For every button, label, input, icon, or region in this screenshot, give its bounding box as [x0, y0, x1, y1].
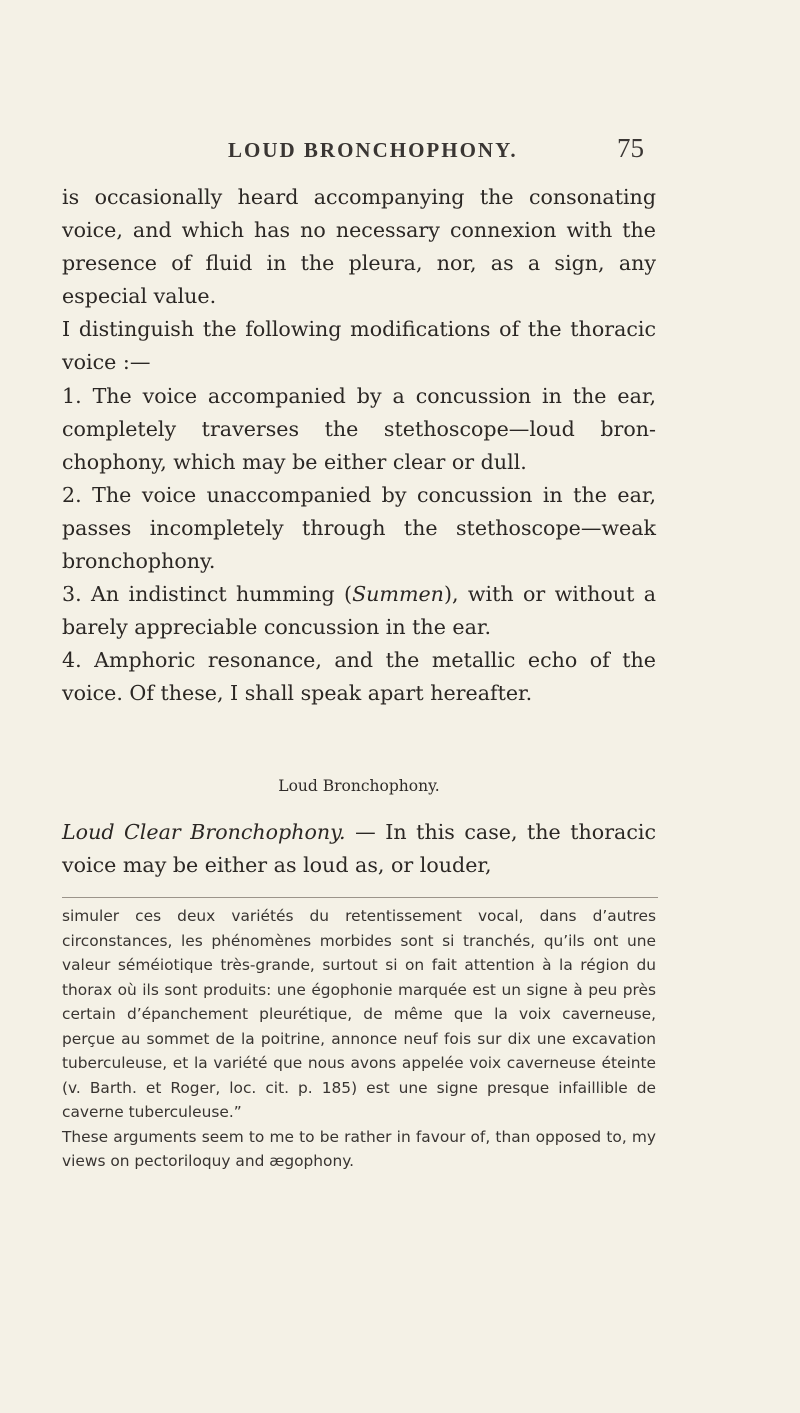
page-number: 75 [617, 133, 644, 163]
list-item-1: 1. The voice accompanied by a concussion in the ear, completely traverses the stethoscope—loud bronchophony, which may be either clear or dull. [62, 383, 656, 474]
section-paragraph-italic: Loud Clear Bronchophony. [62, 820, 346, 844]
list-item-3-italic: Summen [352, 582, 444, 607]
list-item-4: 4. Amphoric resonance, and the metallic echo of the voice. Of these, I shall speak apart hereafter. [62, 648, 656, 706]
paragraph-modifications-intro: I distinguish the following modifications of the thoracic voice :— [62, 317, 656, 375]
running-title: LOUD BRONCHOPHONY. [228, 138, 518, 162]
list-item-2: 2. The voice unaccompanied by concussion in the ear, passes incompletely through the stethoscope—weak bronchophony. [62, 482, 656, 574]
section-heading: Loud Bronchophony. [278, 777, 440, 795]
footnote-paragraph-2: These arguments seem to me to be rather in favour of, than opposed to, my views on pectoriloquy and ægophony. [62, 1127, 656, 1170]
list-item-3-start: 3. An indistinct humming ( [62, 582, 353, 607]
main-text [62, 181, 656, 711]
footnote-paragraph-1: simuler ces deux variétés du retentissement vocal, dans d’autres circonstances, les phénomènes morbides sont si tranchés, qu’ils ont une valeur séméiotique très-grande, surtout si on fait attention à la région du thorax où ils sont produits: une égophonie marquée est un signe à peu près certain d’épanchement pleurétique, de même que la voix caverneuse, perçue au sommet de la poitrine, annonce neuf fois sur dix une excavation tuberculeuse, et la variété que nous avons appelée voix caverneuse éteinte (v. Barth. et Roger, loc. cit. p. 185) est une signe presque infaillible de caverne tuberculeuse.” [62, 907, 656, 1121]
footnote-divider [62, 897, 658, 898]
footnote [62, 904, 656, 1174]
section-paragraph-text: — In this case, the thoracic voice may be either as loud as, or louder, [62, 820, 656, 878]
list-item-3-end: ), with or without a barely appreciable concussion in the ear. [62, 582, 656, 640]
paragraph-continuation: is occasionally heard accompanying the consonating voice, and which has no necessary connexion with the presence of fluid in the pleura, nor, as a sign, any especial value. [62, 185, 656, 309]
list-item-3 [62, 578, 656, 644]
section-paragraph [62, 816, 656, 882]
